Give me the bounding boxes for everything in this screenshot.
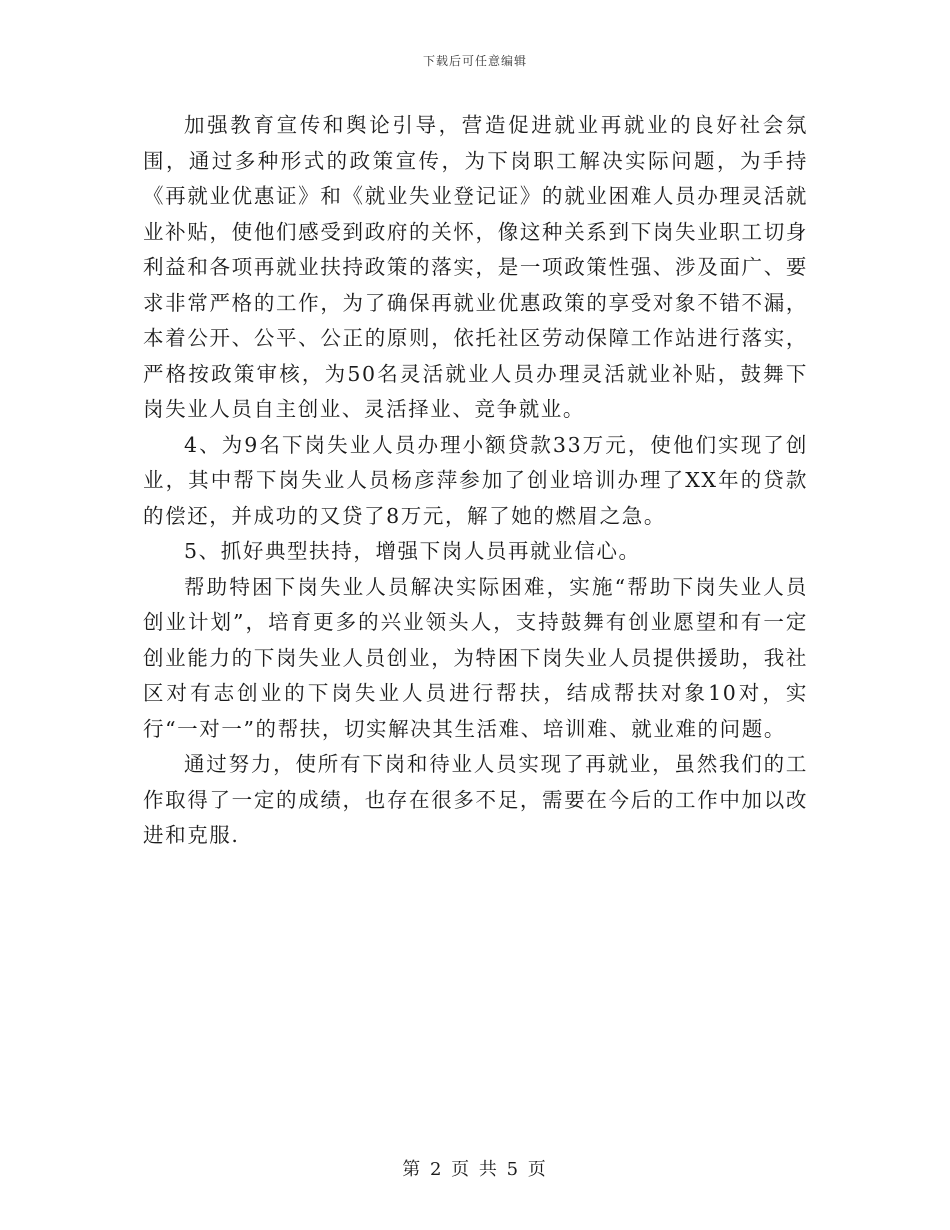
page-header: 下载后可任意编辑	[422, 54, 527, 68]
paragraph-policy-publicity: 加强教育宣传和舆论引导，营造促进就业再就业的良好社会氛围，通过多种形式的政策宣传，为下岗职工解决实际问题，为手持《再就业优惠证》和《就业失业登记证》的就业困难人员办理灵活就业补贴，使他们感受到政府的关怀，像这种关系到下岗失业职工切身利益和各项再就业扶持政策的落实，是一项政策性强、涉及面广、要求非常严格的工作，为了确保再就业优惠政策的享受对象不错不漏，本着公开、公平、公正的原则，依托社区劳动保障工作站进行落实，严格按政策审核，为50名灵活就业人员办理灵活就业补贴，鼓舞下岗失业人员自主创业、灵活择业、竞争就业。	[143, 113, 808, 421]
paragraph-small-loans: 4、为9名下岗失业人员办理小额贷款33万元，使他们实现了创业，其中帮下岗失业人员杨彦萍参加了创业培训办理了XX年的贷款的偿还，并成功的又贷了8万元，解了她的燃眉之急。	[143, 432, 808, 528]
page-footer: 第 2 页 共 5 页	[402, 1159, 548, 1180]
paragraph-typical-support: 5、抓好典型扶持，增强下岗人员再就业信心。	[184, 539, 641, 563]
paragraph-conclusion: 通过努力，使所有下岗和待业人员实现了再就业，虽然我们的工作取得了一定的成绩，也存在很多不足，需要在今后的工作中加以改进和克服.	[143, 752, 808, 847]
paragraph-hardship-assistance: 帮助特困下岗失业人员解决实际困难，实施“帮助下岗失业人员创业计划”，培育更多的兴业领头人，支持鼓舞有创业愿望和有一定创业能力的下岗失业人员创业，为特困下岗失业人员提供援助，我社区对有志创业的下岗失业人员进行帮扶，结成帮扶对象10对，实行“一对一”的帮扶，切实解决其生活难、培训难、就业难的问题。	[143, 574, 808, 741]
document-body	[143, 108, 808, 854]
